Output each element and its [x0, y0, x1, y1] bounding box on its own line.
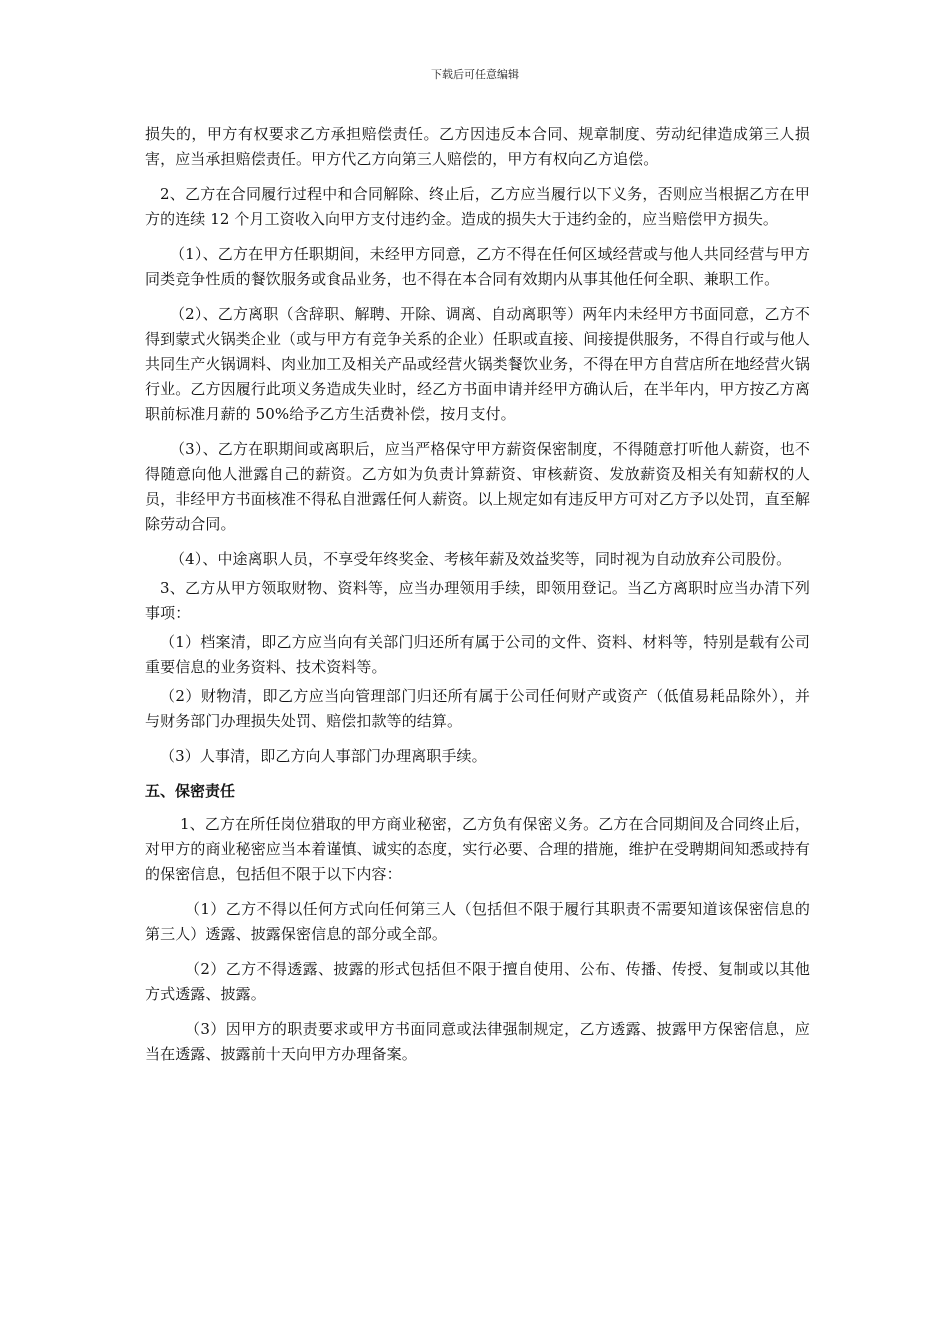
- document-body: [145, 122, 810, 1077]
- paragraph-compensation-liability: 损失的，甲方有权要求乙方承担赔偿责任。乙方因违反本合同、规章制度、劳动纪律造成第三人损害，应当承担赔偿责任。甲方代乙方向第三人赔偿的，甲方有权向乙方追偿。: [145, 125, 810, 168]
- paragraph-clause-3-item-1: （1）档案清，即乙方应当向有关部门归还所有属于公司的文件、资料、材料等，特别是载有公司重要信息的业务资料、技术资料等。: [145, 633, 810, 676]
- paragraph-clause-3: 3、乙方从甲方领取财物、资料等，应当办理领用手续，即领用登记。当乙方离职时应当办清下列事项：: [145, 579, 810, 622]
- paragraph-confidentiality-item-3: （3）因甲方的职责要求或甲方书面同意或法律强制规定，乙方透露、披露甲方保密信息，应当在透露、披露前十天向甲方办理备案。: [145, 1020, 810, 1063]
- section-heading: 五、保密责任: [145, 782, 236, 800]
- paragraph-confidentiality-item-2: （2）乙方不得透露、披露的形式包括但不限于擅自使用、公布、传播、传授、复制或以其他方式透露、披露。: [145, 960, 810, 1003]
- paragraph-clause-2: 2、乙方在合同履行过程中和合同解除、终止后，乙方应当履行以下义务，否则应当根据乙方在甲方的连续 12 个月工资收入向甲方支付违约金。造成的损失大于违约金的，应当赔偿甲方损失。: [145, 185, 810, 228]
- paragraph-clause-2-item-4: （4）、中途离职人员，不享受年终奖金、考核年薪及效益奖等，同时视为自动放弃公司股份。: [170, 550, 792, 568]
- paragraph-confidentiality-1: 1、乙方在所任岗位猎取的甲方商业秘密，乙方负有保密义务。乙方在合同期间及合同终止后，对甲方的商业秘密应当本着谨慎、诚实的态度，实行必要、合理的措施，维护在受聘期间知悉或持有的保密信息，包括但不限于以下内容：: [145, 815, 810, 883]
- paragraph-confidentiality-item-1: （1）乙方不得以任何方式向任何第三人（包括但不限于履行其职责不需要知道该保密信息的第三人）透露、披露保密信息的部分或全部。: [145, 900, 810, 943]
- paragraph-clause-2-item-2: （2）、乙方离职（含辞职、解聘、开除、调离、自动离职等）两年内未经甲方书面同意，乙方不得到蒙式火锅类企业（或与甲方有竞争关系的企业）任职或直接、间接提供服务，不得自行或与他人共同生产火锅调料、肉业加工及相关产品或经营火锅类餐饮业务，不得在甲方自营店所在地经营火锅行业。乙方因履行此项义务造成失业时，经乙方书面申请并经甲方确认后，在半年内，甲方按乙方离职前标准月薪的 50%给予乙方生活费补偿，按月支付。: [145, 305, 810, 423]
- page-header: 下载后可任意编辑: [431, 68, 519, 81]
- paragraph-clause-2-item-3: （3）、乙方在职期间或离职后，应当严格保守甲方薪资保密制度，不得随意打听他人薪资，也不得随意向他人泄露自己的薪资。乙方如为负责计算薪资、审核薪资、发放薪资及相关有知薪权的人员，非经甲方书面核准不得私自泄露任何人薪资。以上规定如有违反甲方可对乙方予以处罚，直至解除劳动合同。: [145, 440, 810, 533]
- paragraph-clause-3-item-2: （2）财物清，即乙方应当向管理部门归还所有属于公司任何财产或资产（低值易耗品除外），并与财务部门办理损失处罚、赔偿扣款等的结算。: [145, 687, 810, 730]
- paragraph-clause-2-item-1: （1）、乙方在甲方任职期间，未经甲方同意，乙方不得在任何区域经营或与他人共同经营与甲方同类竞争性质的餐饮服务或食品业务，也不得在本合同有效期内从事其他任何全职、兼职工作。: [145, 245, 810, 288]
- paragraph-clause-3-item-3: （3）人事清，即乙方向人事部门办理离职手续。: [160, 747, 487, 765]
